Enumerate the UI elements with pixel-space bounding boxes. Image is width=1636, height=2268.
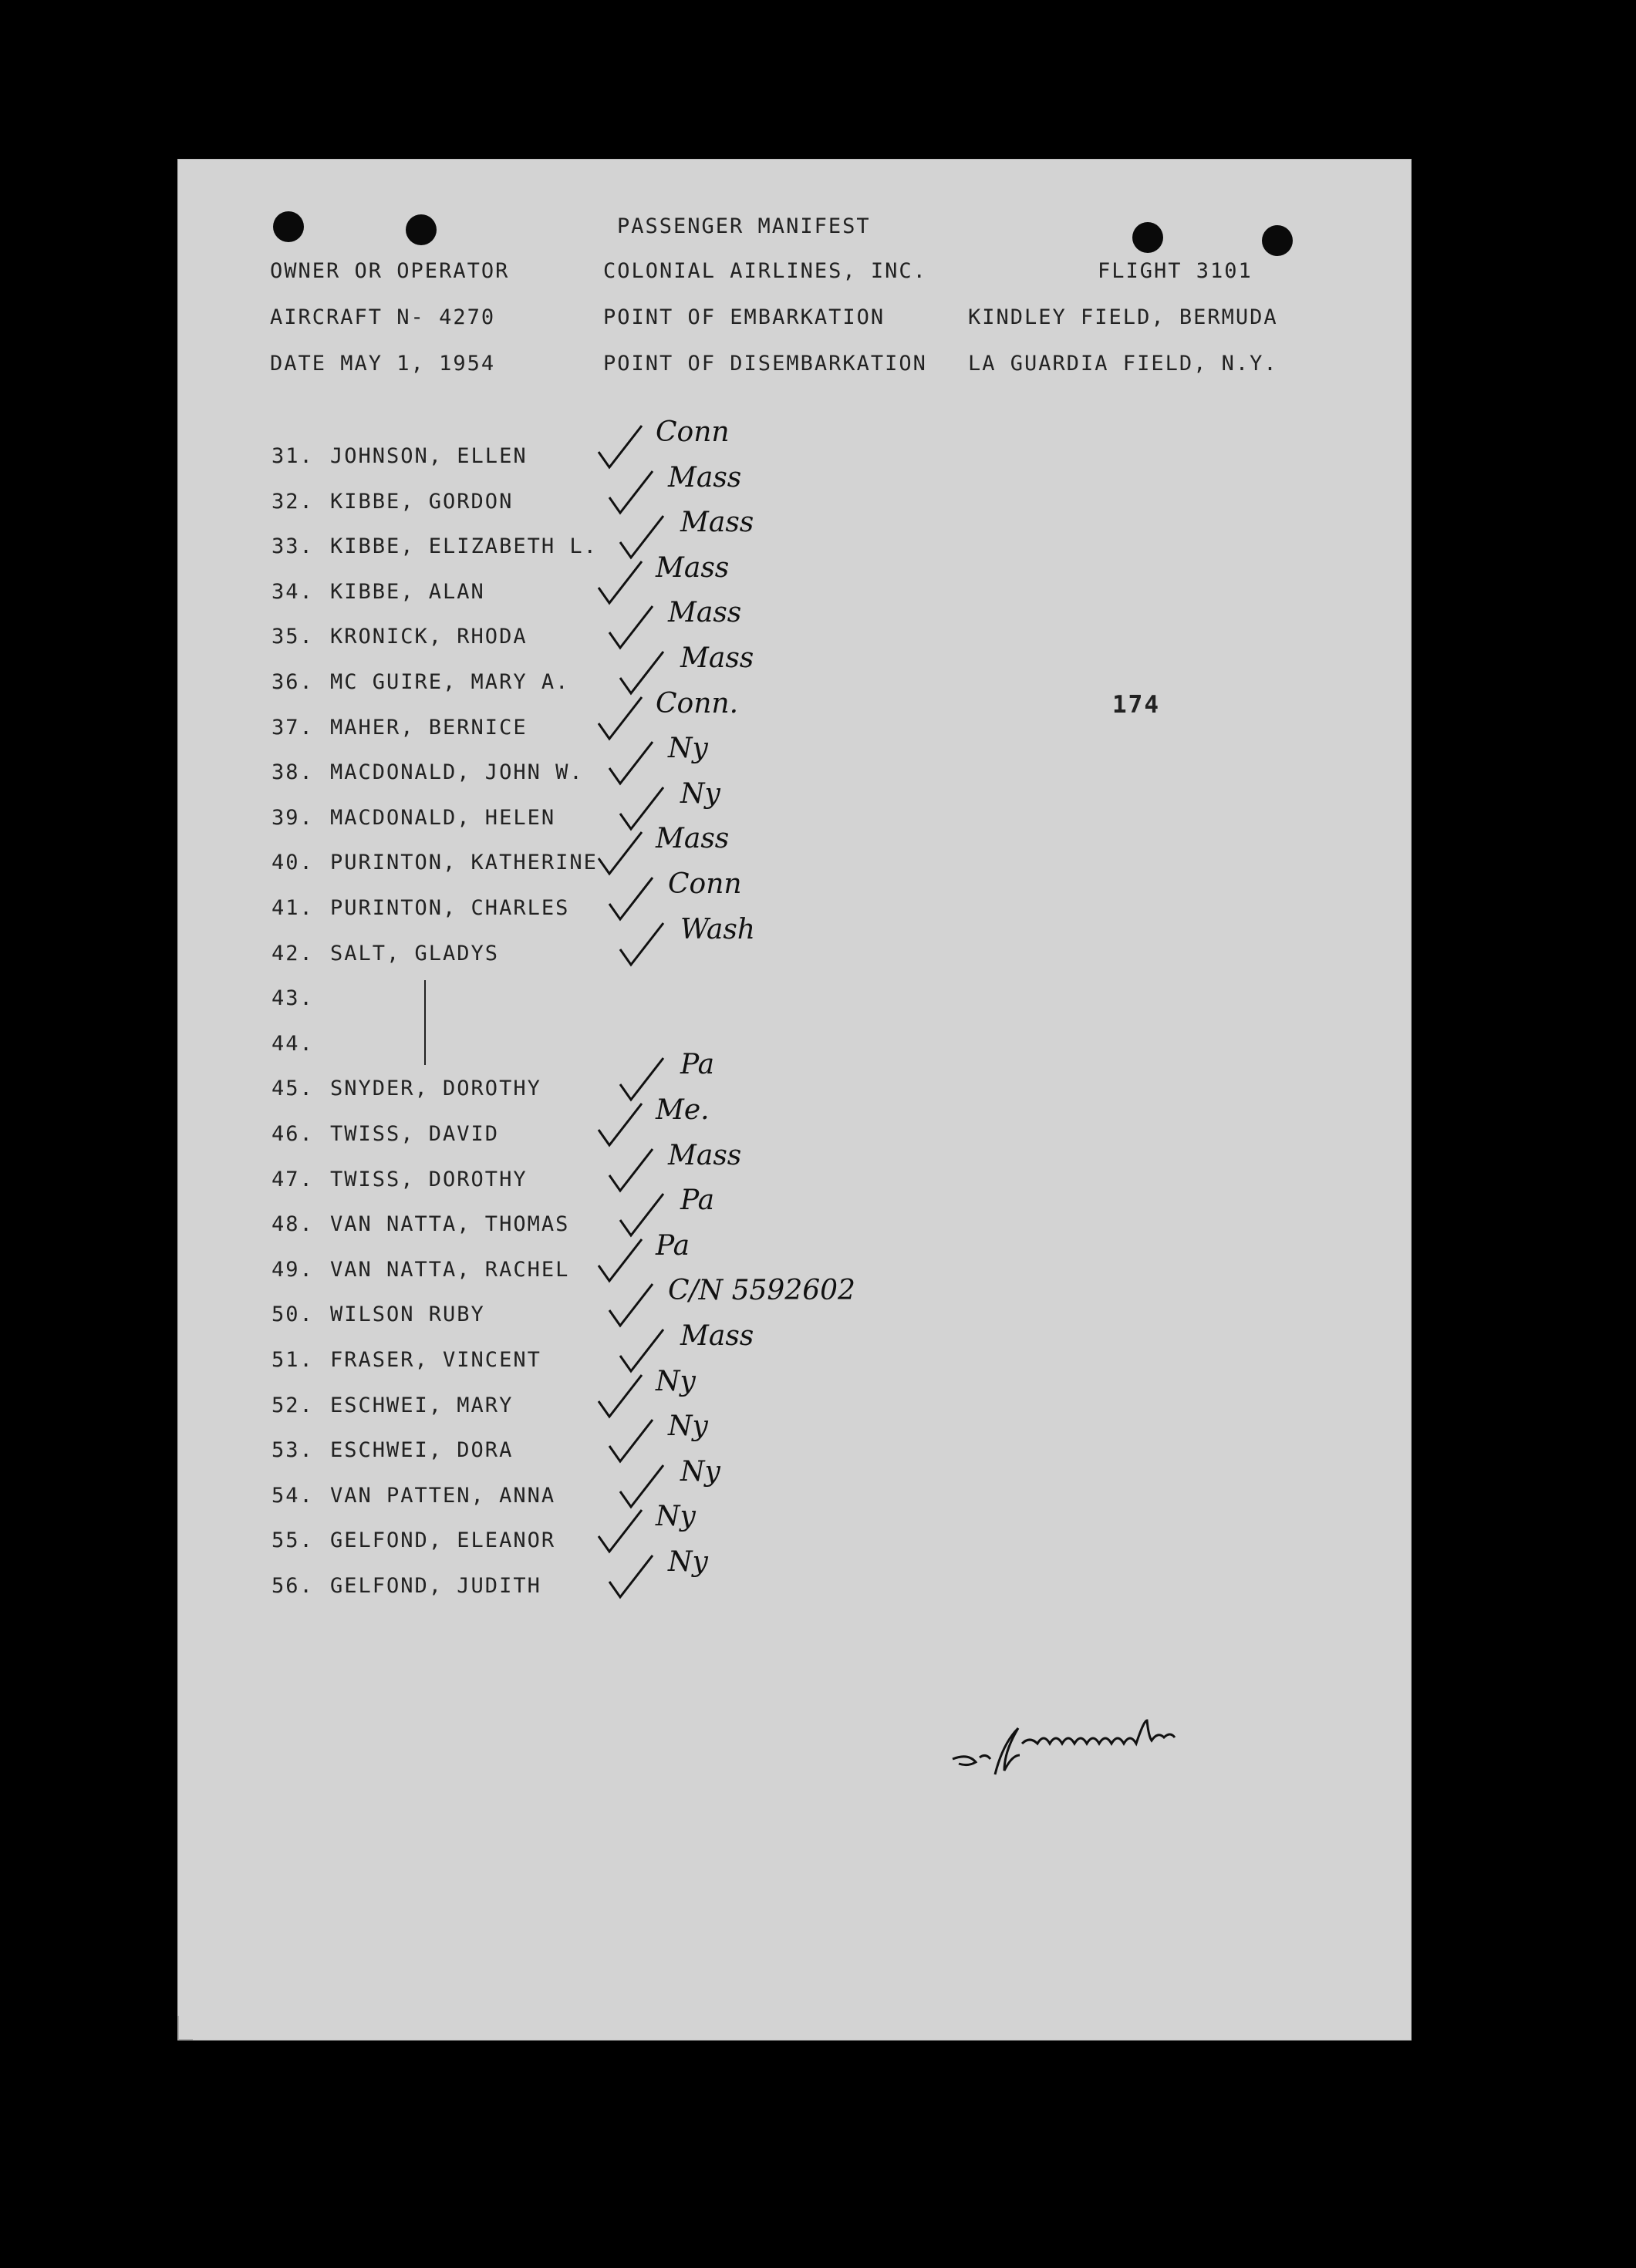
passenger-name: MACDONALD, HELEN <box>330 806 556 830</box>
owner-label: OWNER OR OPERATOR <box>270 259 510 283</box>
passenger-name: PURINTON, KATHERINE <box>330 851 598 875</box>
passenger-number: 34. <box>272 580 314 604</box>
passenger-name: FRASER, VINCENT <box>330 1348 541 1372</box>
handwritten-state: Mass <box>680 1320 754 1352</box>
punch-hole <box>273 211 304 242</box>
handwritten-state: Pa <box>656 1230 690 1262</box>
passenger-name: ESCHWEI, DORA <box>330 1438 514 1462</box>
disembarkation-label: POINT OF DISEMBARKATION <box>603 352 927 376</box>
passenger-name: KRONICK, RHODA <box>330 625 528 649</box>
passenger-number: 51. <box>272 1348 314 1372</box>
passenger-name: KIBBE, ELIZABETH L. <box>330 534 598 558</box>
passenger-number: 49. <box>272 1258 314 1282</box>
passenger-number: 50. <box>272 1302 314 1326</box>
passenger-number: 45. <box>272 1077 314 1100</box>
handwritten-state: Ny <box>656 1501 696 1532</box>
passenger-name: KIBBE, GORDON <box>330 490 514 514</box>
passenger-number: 38. <box>272 760 314 784</box>
passenger-number: 35. <box>272 625 314 649</box>
handwritten-state: Ny <box>668 733 708 764</box>
passenger-name: ESCHWEI, MARY <box>330 1393 514 1417</box>
owner-value: COLONIAL AIRLINES, INC. <box>603 259 927 283</box>
flight-number: FLIGHT 3101 <box>1098 259 1253 283</box>
passenger-number: 47. <box>272 1168 314 1191</box>
passenger-name: MAHER, BERNICE <box>330 716 528 740</box>
passenger-number: 42. <box>272 942 314 966</box>
handwritten-state: Mass <box>680 642 754 674</box>
passenger-number: 52. <box>272 1393 314 1417</box>
manifest-date: DATE MAY 1, 1954 <box>270 352 496 376</box>
passenger-name: MACDONALD, JOHN W. <box>330 760 584 784</box>
handwritten-state: Wash <box>680 914 755 945</box>
punch-hole <box>1132 222 1163 253</box>
handwritten-state: Conn. <box>656 688 739 719</box>
handwritten-state: Mass <box>668 597 742 629</box>
passenger-number: 54. <box>272 1484 314 1508</box>
disembarkation-value: LA GUARDIA FIELD, N.Y. <box>968 352 1278 376</box>
embarkation-label: POINT OF EMBARKATION <box>603 305 885 329</box>
passenger-name: KIBBE, ALAN <box>330 580 485 604</box>
handwritten-state: Mass <box>680 507 754 538</box>
passenger-name: WILSON RUBY <box>330 1302 485 1326</box>
handwritten-state: Pa <box>680 1049 715 1080</box>
passenger-name: GELFOND, ELEANOR <box>330 1528 556 1552</box>
manifest-title: PASSENGER MANIFEST <box>617 214 871 238</box>
passenger-number: 39. <box>272 806 314 830</box>
passenger-number: 37. <box>272 716 314 740</box>
handwritten-state: Ny <box>668 1410 708 1442</box>
passenger-name: VAN NATTA, THOMAS <box>330 1212 570 1236</box>
passenger-name: VAN NATTA, RACHEL <box>330 1258 570 1282</box>
passenger-number: 53. <box>272 1438 314 1462</box>
handwritten-state: Ny <box>668 1546 708 1578</box>
manifest-page <box>177 159 1412 2041</box>
passenger-name: SNYDER, DOROTHY <box>330 1077 541 1100</box>
passenger-number: 46. <box>272 1122 314 1146</box>
aircraft-number: AIRCRAFT N- 4270 <box>270 305 496 329</box>
passenger-name: GELFOND, JUDITH <box>330 1574 541 1598</box>
passenger-name: SALT, GLADYS <box>330 942 500 966</box>
passenger-number: 36. <box>272 670 314 694</box>
handwritten-state: Pa <box>680 1185 715 1216</box>
punch-hole <box>1262 225 1293 256</box>
handwritten-state: Mass <box>656 823 730 854</box>
handwritten-state: C/N 5592602 <box>668 1275 855 1306</box>
passenger-number: 31. <box>272 444 314 468</box>
vertical-mark <box>424 980 426 1065</box>
paper-corner-fold <box>177 2016 193 2041</box>
passenger-name: JOHNSON, ELLEN <box>330 444 528 468</box>
passenger-number: 40. <box>272 851 314 875</box>
handwritten-state: Ny <box>656 1366 696 1397</box>
passenger-name: TWISS, DAVID <box>330 1122 500 1146</box>
embarkation-value: KINDLEY FIELD, BERMUDA <box>968 305 1278 329</box>
check-mark-icon <box>605 1551 659 1605</box>
handwritten-state: Conn <box>656 416 730 448</box>
passenger-number: 32. <box>272 490 314 514</box>
passenger-name: VAN PATTEN, ANNA <box>330 1484 556 1508</box>
passenger-name: TWISS, DOROTHY <box>330 1168 528 1191</box>
handwritten-state: Me. <box>656 1094 710 1126</box>
page-number: 174 <box>1112 691 1160 719</box>
handwritten-state: Mass <box>656 552 730 584</box>
punch-hole <box>406 214 437 245</box>
handwritten-state: Ny <box>680 1456 720 1488</box>
passenger-number: 48. <box>272 1212 314 1236</box>
passenger-name: PURINTON, CHARLES <box>330 896 570 920</box>
passenger-number: 44. <box>272 1032 314 1056</box>
passenger-name: MC GUIRE, MARY A. <box>330 670 570 694</box>
passenger-number: 56. <box>272 1574 314 1598</box>
check-mark-icon <box>616 918 670 972</box>
signature <box>949 1713 1296 1782</box>
passenger-number: 43. <box>272 986 314 1010</box>
handwritten-state: Conn <box>668 868 742 900</box>
handwritten-state: Mass <box>668 462 742 494</box>
passenger-number: 55. <box>272 1528 314 1552</box>
passenger-number: 33. <box>272 534 314 558</box>
handwritten-state: Ny <box>680 778 720 810</box>
passenger-number: 41. <box>272 896 314 920</box>
handwritten-state: Mass <box>668 1140 742 1171</box>
